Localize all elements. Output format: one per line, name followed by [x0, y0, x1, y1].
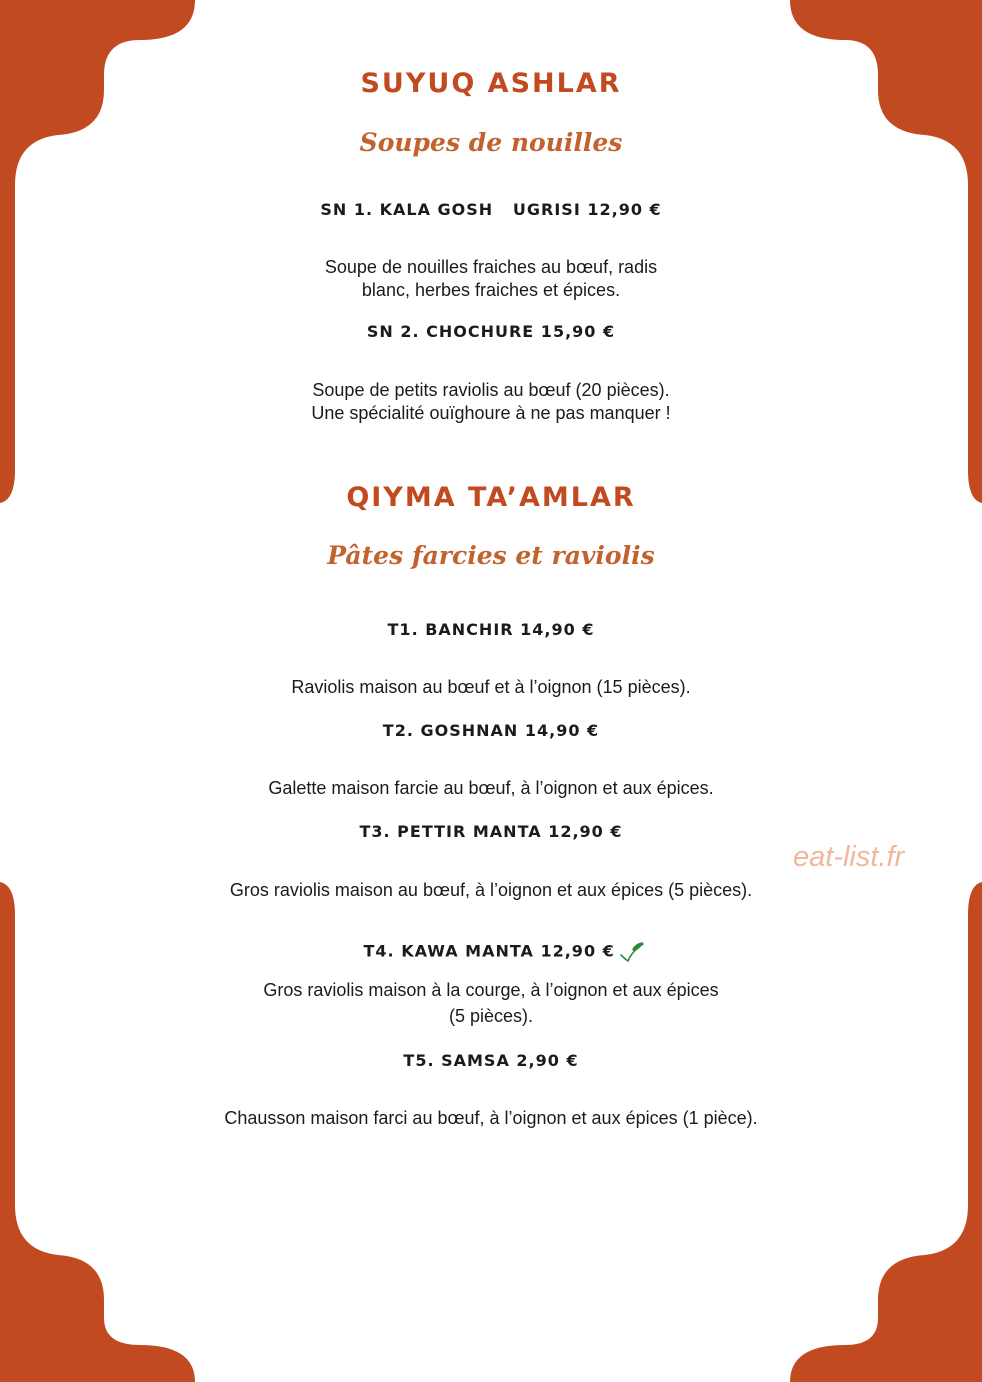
section-subtitle-dumplings: Pâtes farcies et raviolis: [327, 541, 655, 570]
section-title-dumplings: QIYMA TA’AMLAR: [346, 482, 636, 513]
menu-item-title: T3. PETTIR MANTA 12,90 €: [359, 822, 623, 841]
menu-item-title: T2. GOSHNAN 14,90 €: [382, 721, 600, 740]
menu-item-title-text: T4. KAWA MANTA 12,90 €: [363, 941, 615, 961]
menu-item-description: Gros raviolis maison au bœuf, à l’oignon et aux épices (5 pièces).: [229, 880, 753, 900]
menu-item-title: T5. SAMSA 2,90 €: [403, 1051, 579, 1070]
vegetarian-leaf-icon: [619, 941, 645, 963]
menu-item-title: SN 1. KALA GOSH UGRISI 12,90 €: [320, 200, 662, 219]
menu-item-title: T1. BANCHIR 14,90 €: [387, 620, 595, 639]
menu-item-title: [0, 922, 982, 982]
menu-item-description: Soupe de nouilles fraiches au bœuf, radis blanc, herbes fraiches et épices.: [324, 257, 658, 300]
menu-item-description: Galette maison farcie au bœuf, à l’oignon et aux épices.: [268, 778, 714, 798]
menu-item-description: Gros raviolis maison à la courge, à l’oignon et aux épices (5 pièces).: [263, 980, 719, 1026]
section-subtitle-soups: Soupes de nouilles: [359, 128, 623, 157]
menu-item-description: Chausson maison farci au bœuf, à l’oignon et aux épices (1 pièce).: [224, 1108, 758, 1128]
menu-item-description: Soupe de petits raviolis au bœuf (20 pièces). Une spécialité ouïghoure à ne pas manquer !: [311, 380, 671, 423]
watermark: eat-list.fr: [793, 841, 905, 873]
menu-item-title: SN 2. CHOCHURE 15,90 €: [366, 322, 616, 341]
section-title-soups: SUYUQ ASHLAR: [360, 68, 622, 99]
menu-item-description: Raviolis maison au bœuf et à l’oignon (15 pièces).: [291, 677, 691, 697]
